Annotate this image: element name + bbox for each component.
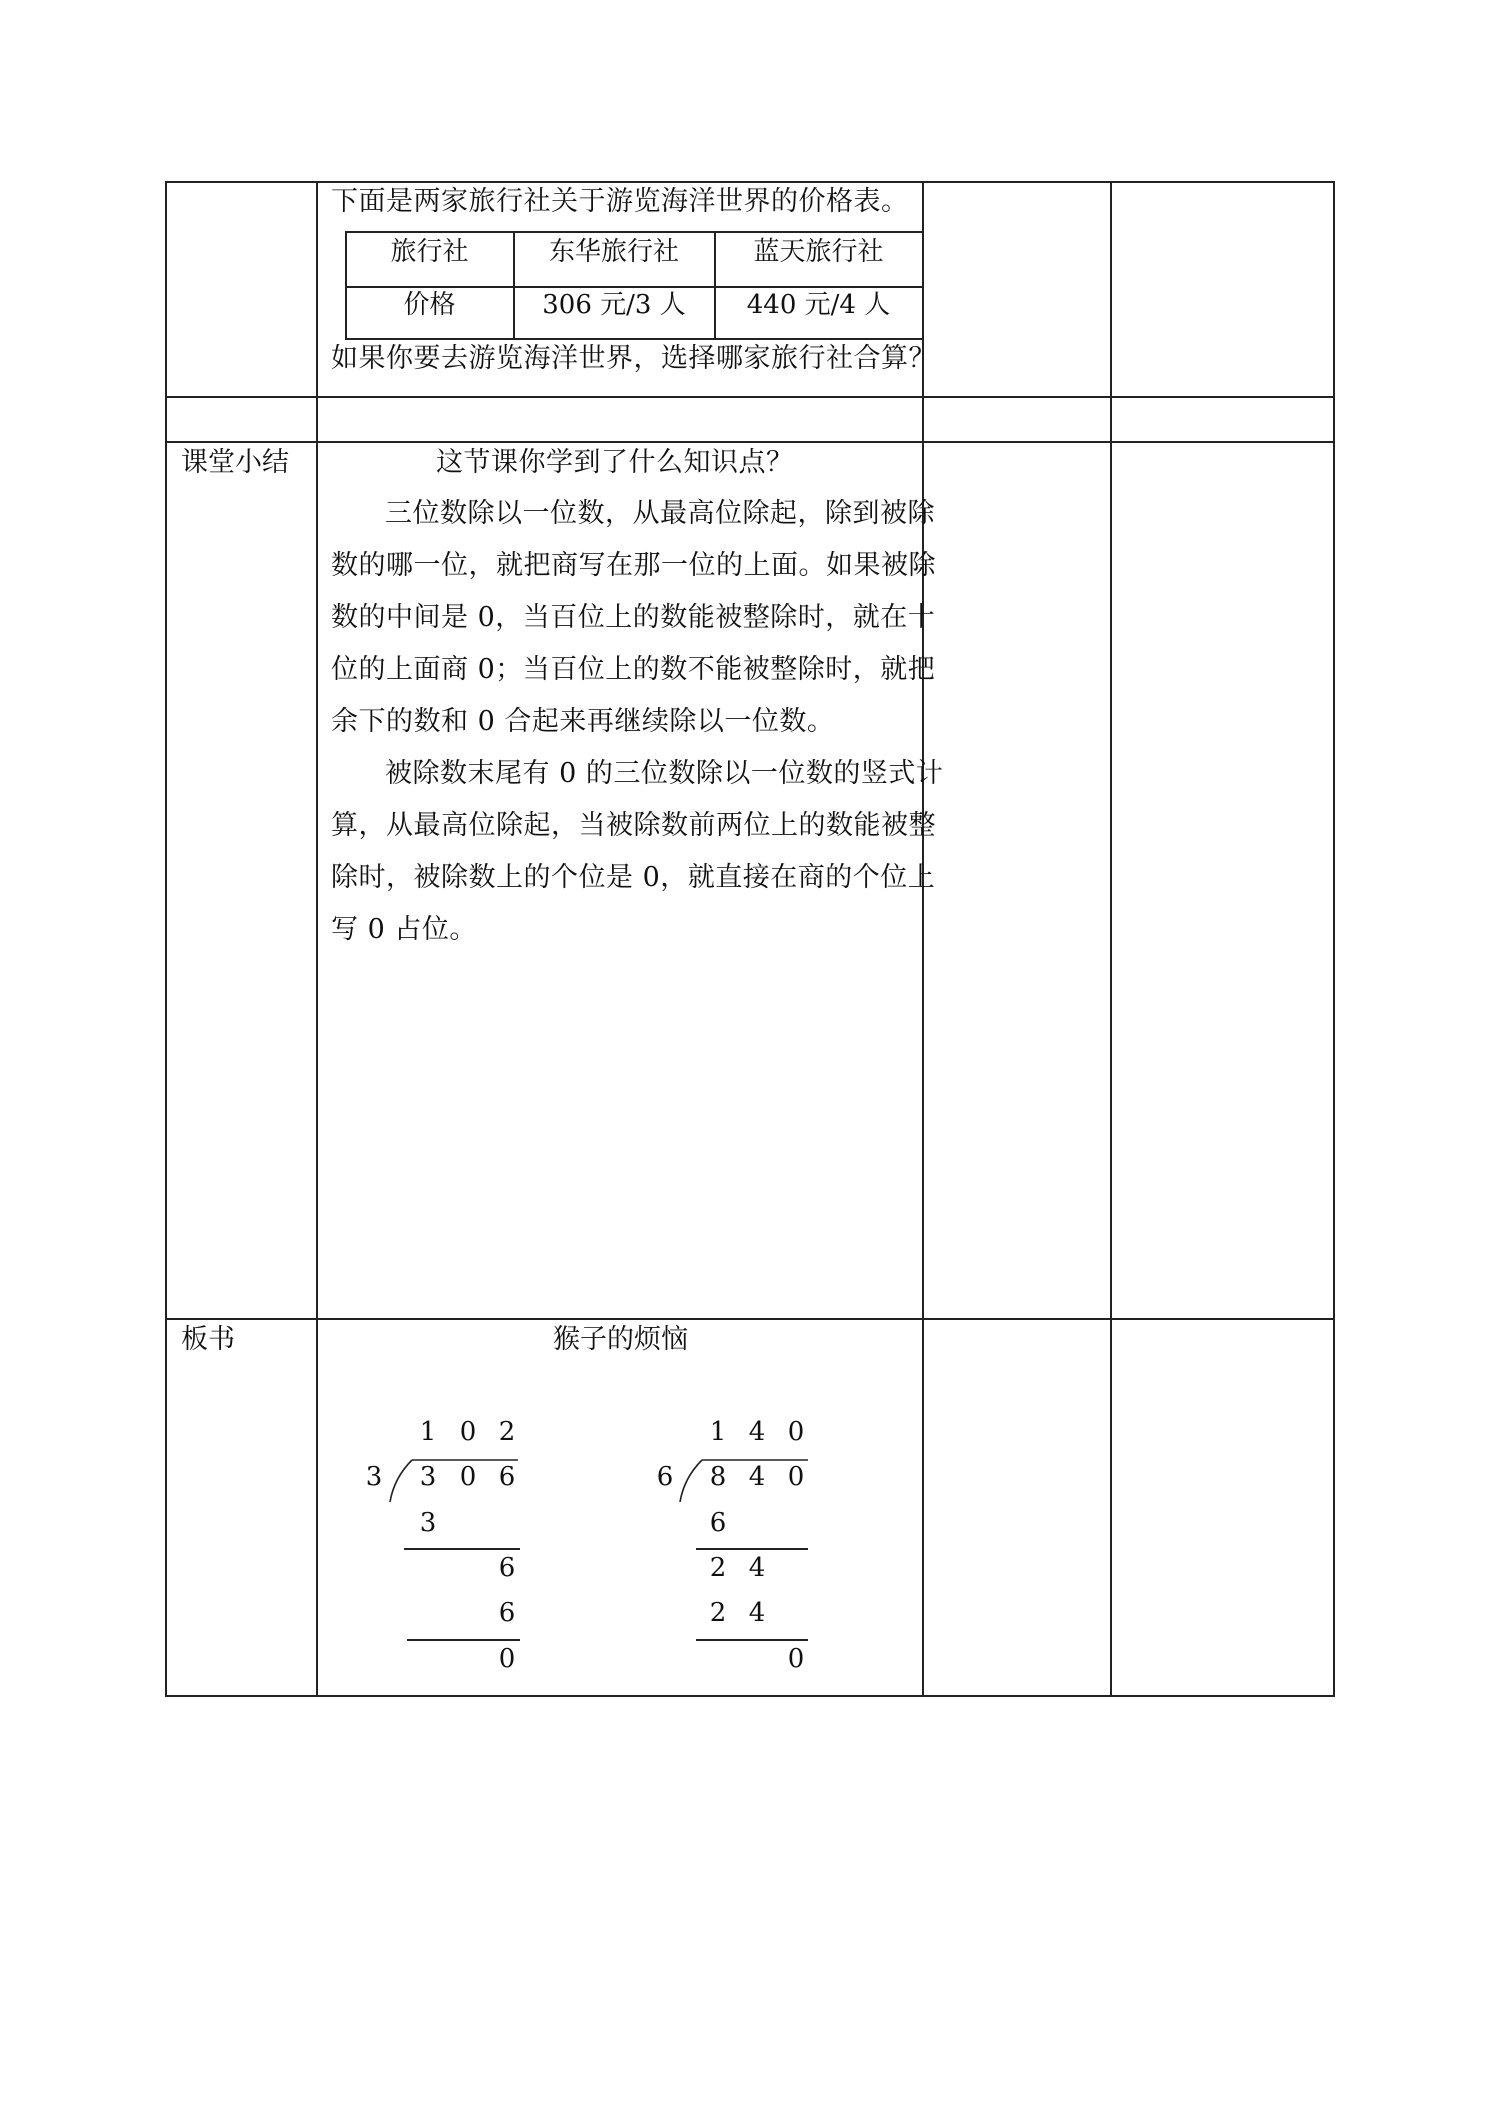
table-col-divider	[316, 181, 318, 1697]
summary-line: 写 0 占位。	[331, 914, 477, 945]
step-digit: 4	[748, 1553, 766, 1583]
remainder: 0	[787, 1644, 805, 1674]
table-border-top	[165, 181, 1334, 183]
quotient-digit: 0	[459, 1417, 477, 1447]
price-lantian-value: 440 元/4 人	[746, 290, 891, 320]
subtraction-rule	[404, 1548, 520, 1550]
quotient-digit: 0	[787, 1417, 805, 1447]
step-digit: 3	[419, 1508, 437, 1538]
subtraction-rule	[696, 1548, 808, 1550]
step-digit: 6	[498, 1553, 516, 1583]
quotient-digit: 1	[709, 1417, 727, 1447]
price-row-label: 价格	[403, 290, 456, 320]
dividend-digit: 3	[419, 1462, 437, 1492]
board-title: 猴子的烦恼	[553, 1324, 688, 1355]
summary-line: 除时，被除数上的个位是 0，就直接在商的个位上	[331, 862, 936, 893]
board-label: 板书	[181, 1324, 235, 1355]
price-header-lantian: 蓝天旅行社	[753, 237, 884, 267]
table-row-divider	[165, 1318, 1334, 1320]
table-col-divider	[1110, 181, 1112, 1697]
intro-text: 下面是两家旅行社关于游览海洋世界的价格表。	[331, 186, 909, 217]
divisor: 6	[656, 1462, 674, 1492]
summary-line: 余下的数和 0 合起来再继续除以一位数。	[331, 706, 835, 737]
dividend-digit: 8	[709, 1462, 727, 1492]
dividend-digit: 4	[748, 1462, 766, 1492]
summary-question: 这节课你学到了什么知识点？	[436, 447, 794, 478]
step-digit: 4	[748, 1598, 766, 1628]
subtraction-rule	[407, 1639, 520, 1641]
subtraction-rule	[696, 1639, 808, 1641]
price-table-mid	[345, 286, 922, 288]
quotient-digit: 2	[498, 1417, 516, 1447]
summary-line: 被除数末尾有 0 的三位数除以一位数的竖式计	[385, 758, 944, 789]
step-digit: 2	[709, 1553, 727, 1583]
summary-line: 算，从最高位除起，当被除数前两位上的数能被整	[331, 810, 936, 841]
dividend-digit: 0	[787, 1462, 805, 1492]
step-digit: 6	[709, 1508, 727, 1538]
table-col-divider	[922, 181, 924, 1697]
remainder: 0	[498, 1644, 516, 1674]
price-header-donghua: 东华旅行社	[548, 237, 679, 267]
quotient-digit: 1	[419, 1417, 437, 1447]
quotient-digit: 4	[748, 1417, 766, 1447]
price-header-agency: 旅行社	[390, 237, 469, 267]
summary-line: 三位数除以一位数，从最高位除起，除到被除	[385, 498, 935, 529]
divisor: 3	[365, 1462, 383, 1492]
summary-line: 位的上面商 0；当百位上的数不能被整除时，就把	[331, 654, 936, 685]
table-border-left	[165, 181, 167, 1697]
step-digit: 6	[498, 1598, 516, 1628]
price-table-bottom	[345, 338, 922, 340]
table-border-bottom	[165, 1695, 1334, 1697]
table-row-divider	[165, 441, 1334, 443]
summary-line: 数的哪一位，就把商写在那一位的上面。如果被除	[331, 550, 936, 581]
dividend-digit: 6	[498, 1462, 516, 1492]
step-digit: 2	[709, 1598, 727, 1628]
dividend-digit: 0	[459, 1462, 477, 1492]
table-border-right	[1333, 181, 1335, 1697]
table-row-divider	[165, 396, 1334, 398]
price-donghua-value: 306 元/3 人	[542, 290, 686, 320]
summary-label: 课堂小结	[181, 447, 289, 478]
question-text: 如果你要去游览海洋世界，选择哪家旅行社合算？	[331, 343, 936, 374]
price-table-top	[345, 231, 922, 233]
summary-line: 数的中间是 0，当百位上的数能被整除时，就在十	[331, 602, 936, 633]
